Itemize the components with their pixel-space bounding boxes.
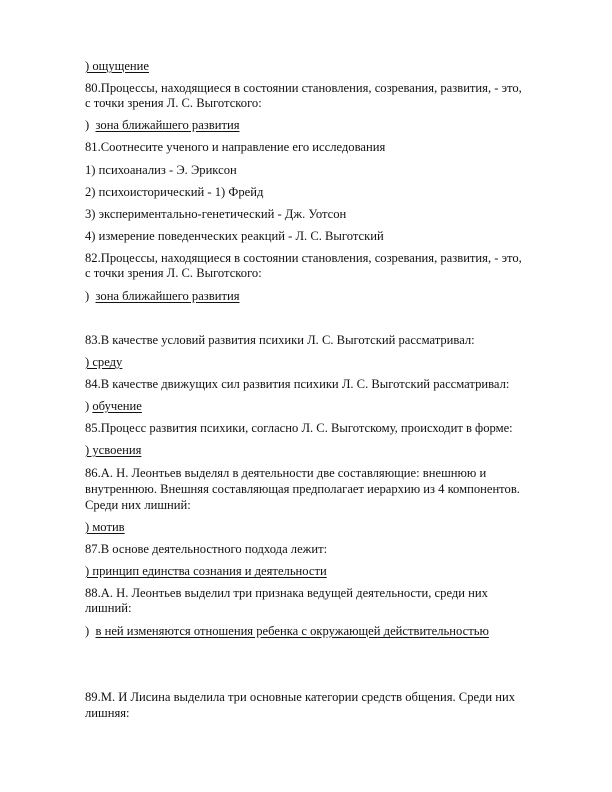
question-text: лишняя:: [85, 706, 130, 720]
question-text: с точки зрения Л. С. Выготского:: [85, 266, 262, 280]
question-text: 83.В качестве условий развития психики Л. С. Выготский рассматривал:: [85, 333, 475, 347]
option-line: [85, 229, 384, 244]
answer-line: [85, 564, 327, 579]
option-text: 3) экспериментально-генетический - Дж. Уотсон: [85, 207, 347, 221]
option-text: 1) психоанализ - Э. Эриксон: [85, 163, 237, 177]
answer-text: зона ближайшего развития: [95, 118, 240, 132]
question-line: [85, 333, 475, 348]
question-text: 82.Процессы, находящиеся в состоянии становления, созревания, развития, - это,: [85, 251, 522, 265]
question-line: [85, 377, 509, 392]
answer-line: [85, 355, 122, 370]
question-line: [85, 421, 513, 436]
question-line: [85, 690, 515, 705]
answer-line: [85, 399, 142, 414]
question-line: [85, 266, 262, 281]
answer-line: [85, 118, 240, 133]
question-text: 85.Процесс развития психики, согласно Л. С. Выготскому, происходит в форме:: [85, 421, 513, 435]
question-text: 80.Процессы, находящиеся в состоянии становления, созревания, развития, - это,: [85, 81, 522, 95]
answer-line: [85, 624, 489, 639]
question-text: 86.А. Н. Леонтьев выделял в деятельности две составляющие: внешнюю и: [85, 466, 487, 480]
question-line: [85, 96, 262, 111]
option-line: [85, 163, 237, 178]
answer-prefix: ): [85, 399, 93, 413]
answer-prefix: ): [85, 118, 96, 132]
answer-text: ) мотив: [85, 520, 125, 534]
answer-prefix: ): [85, 289, 96, 303]
answer-line: [85, 443, 141, 458]
question-line: [85, 542, 327, 557]
question-text: 89.М. И Лисина выделила три основные категории средств общения. Среди них: [85, 690, 516, 704]
question-line: [85, 140, 385, 155]
answer-prefix: ): [85, 624, 96, 638]
question-text: 81.Соотнесите ученого и направление его исследования: [85, 140, 386, 154]
question-line: [85, 482, 520, 497]
option-line: [85, 185, 263, 200]
question-text: с точки зрения Л. С. Выготского:: [85, 96, 262, 110]
question-text: 87.В основе деятельностного подхода лежит:: [85, 542, 328, 556]
question-text: 84.В качестве движущих сил развития психики Л. С. Выготский рассматривал:: [85, 377, 510, 391]
question-line: [85, 251, 522, 266]
answer-text: зона ближайшего развития: [95, 289, 240, 303]
answer-text: ) принцип единства сознания и деятельности: [85, 564, 327, 578]
option-line: [85, 207, 346, 222]
answer-line: [85, 289, 240, 304]
answer-text: ) ощущение: [85, 59, 149, 73]
question-line: [85, 706, 130, 721]
answer-text: обучение: [92, 399, 142, 413]
option-text: 2) психоисторический - 1) Фрейд: [85, 185, 264, 199]
answer-text: ) усвоения: [85, 443, 142, 457]
question-line: [85, 498, 191, 513]
question-text: внутреннюю. Внешняя составляющая предполагает иерархию из 4 компонентов.: [85, 482, 520, 496]
question-line: [85, 81, 522, 96]
answer-text: в ней изменяются отношения ребенка с окружающей действительностью: [95, 624, 489, 638]
question-text: лишний:: [85, 601, 132, 615]
answer-line: [85, 59, 149, 74]
answer-line: [85, 520, 125, 535]
question-text: 88.А. Н. Леонтьев выделил три признака ведущей деятельности, среди них: [85, 586, 488, 600]
question-line: [85, 586, 488, 601]
question-line: [85, 466, 486, 481]
option-text: 4) измерение поведенческих реакций - Л. С. Выготский: [85, 229, 384, 243]
question-text: Среди них лишний:: [85, 498, 191, 512]
answer-text: ) среду: [85, 355, 123, 369]
question-line: [85, 601, 131, 616]
